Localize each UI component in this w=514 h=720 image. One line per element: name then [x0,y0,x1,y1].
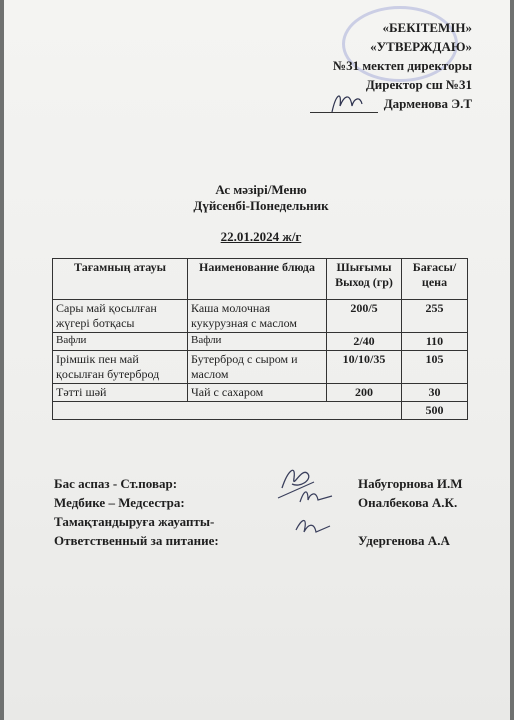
nurse-label: Медбике – Медсестра: [54,495,185,510]
director-name: Дарменова Э.Т [383,96,472,111]
cell-price: 105 [402,351,468,384]
cell-ru: Бутерброд с сыром и маслом [188,351,327,384]
cell-output: 200/5 [327,300,402,333]
table-row [53,384,468,402]
approval-line-kz: «БЕКІТЕМІН» [382,20,472,35]
table-header-row [53,259,468,300]
cell-output: 10/10/35 [327,351,402,384]
cell-kz: Вафли [53,333,188,351]
director-title-ru: Директор сш №31 [365,77,472,92]
director-title-kz: №31 мектеп директоры [333,58,472,73]
cook-label: Бас аспаз - Ст.повар: [54,476,178,491]
header-kz-name: Тағамның атауы [53,259,188,300]
table-row [53,351,468,384]
approval-line-ru: «УТВЕРЖДАЮ» [370,39,472,54]
total-price: 500 [402,402,468,420]
header-output: Шығымы Выход (гр) [327,259,402,300]
cell-kz: Сары май қосылған жүгері ботқасы [53,300,188,333]
cell-ru: Вафли [188,333,327,351]
cell-ru: Каша молочная кукурузная с маслом [188,300,327,333]
menu-table [52,258,468,420]
cell-ru: Чай с сахаром [188,384,327,402]
cook-name: Набугорнова И.М [358,476,463,491]
nurse-name: Оналбекова А.К. [358,495,458,510]
cell-kz: Тәтті шәй [53,384,188,402]
menu-title: Ас мәзірі/Меню [215,182,307,197]
menu-day: Дүйсенбі-Понедельник [193,198,329,213]
document-sheet [4,0,510,720]
table-total-row [53,402,468,420]
cell-output: 200 [327,384,402,402]
total-spacer-cell [53,402,402,420]
table-row [53,333,468,351]
cell-price: 30 [402,384,468,402]
cell-kz: Ірімшік пен май қосылған бутерброд [53,351,188,384]
cell-price: 110 [402,333,468,351]
header-ru-name: Наименование блюда [188,259,327,300]
responsible-label-ru: Ответственный за питание: [54,533,219,548]
responsible-label-kz: Тамақтандыруға жауапты- [54,514,215,529]
handwritten-signatures [274,460,334,550]
header-price: Бағасы/ цена [402,259,468,300]
table-row [53,300,468,333]
director-handwritten-signature [322,82,372,122]
menu-date: 22.01.2024 ж/г [220,229,302,244]
cell-price: 255 [402,300,468,333]
signatures-block [54,474,484,550]
responsible-name: Удергенова А.А [358,533,450,548]
cell-output: 2/40 [327,333,402,351]
